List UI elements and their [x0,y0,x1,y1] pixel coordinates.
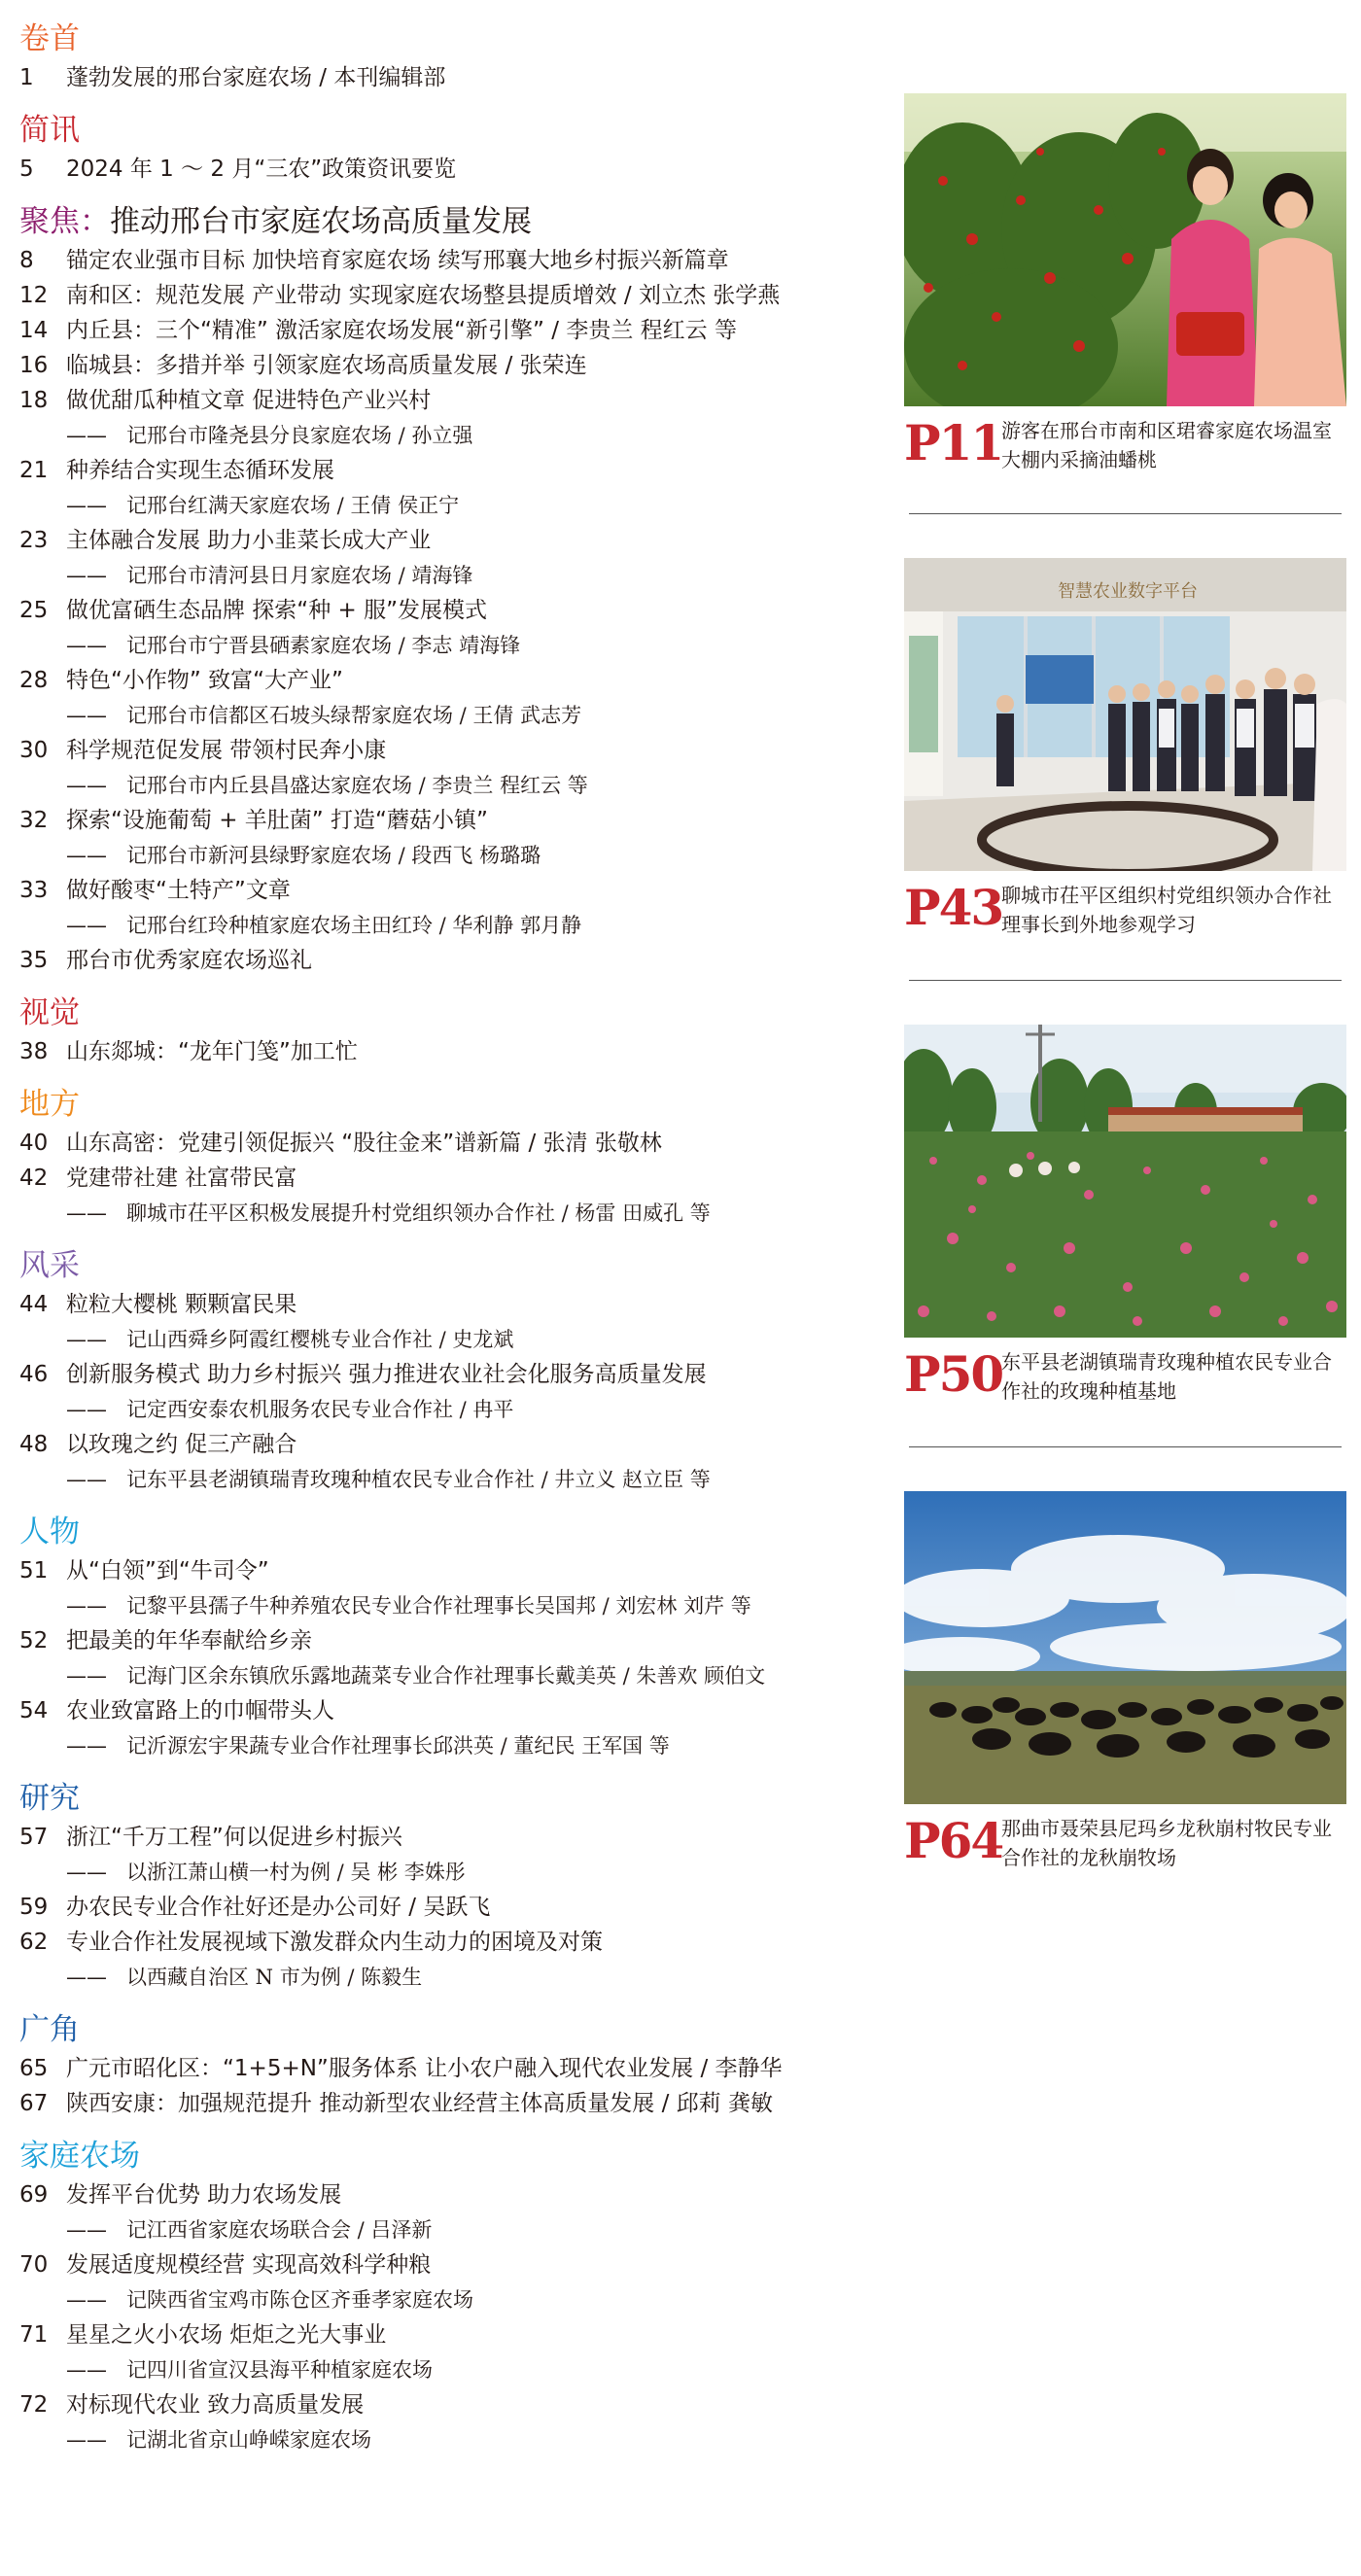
entry-subtitle: 记海门区余东镇欣乐露地蔬菜专业合作社理事长戴美英 / 朱善欢 顾伯文 [126,1664,766,1688]
entry-title: 办农民专业合作社好还是办公司好 / 吴跃飞 [66,1895,491,1920]
entry-page-number: 28 [19,668,49,693]
entry-page-number: 1 [19,65,34,90]
section-title: 研究 [19,1781,80,1816]
entry-subtitle: 记邢台市清河县日月家庭农场 / 靖海锋 [126,564,473,587]
toc-entry[interactable] [19,2051,894,2086]
entry-title: 蓬勃发展的邢台家庭农场 / 本刊编辑部 [66,65,446,90]
picture-block-p64 [904,1491,1346,1872]
entry-subtitle: 记邢台市信都区石坡头绿帮家庭农场 / 王倩 武志芳 [126,704,582,727]
entry-page-number: 54 [19,1698,49,1723]
entry-subtitle: 记东平县老湖镇瑞青玫瑰种植农民专业合作社 / 井立义 赵立臣 等 [126,1468,711,1491]
entry-subline [19,488,894,523]
section-heading [19,2135,894,2177]
section-title: 视觉 [19,995,80,1030]
toc-entry[interactable] [19,453,894,488]
entry-subtitle: 记邢台市内丘县昌盛达家庭农场 / 李贵兰 程红云 等 [126,774,588,797]
divider [909,513,1342,514]
entry-title: 探索“设施葡萄 + 羊肚菌” 打造“蘑菇小镇” [66,808,488,833]
entry-subtitle: 记邢台市宁晋县硒素家庭农场 / 李志 靖海锋 [126,634,521,657]
entry-title: 临城县：多措并举 引领家庭农场高质量发展 / 张荣连 [66,353,587,378]
toc-entry[interactable] [19,348,894,383]
toc-entry[interactable] [19,1925,894,1960]
entry-subline [19,2352,894,2387]
entry-page-number: 16 [19,353,49,378]
entry-title: 种养结合实现生态循环发展 [66,458,334,483]
entry-title: 对标现代农业 致力高质量发展 [66,2392,365,2418]
entry-title: 农业致富路上的巾帼带头人 [66,1698,334,1723]
entry-subtitle: 记邢台红玲种植家庭农场主田红玲 / 华利静 郭月静 [126,914,582,937]
entry-subline [19,768,894,803]
toc-entry[interactable] [19,60,894,95]
section-heading [19,200,894,243]
section-heading [19,1083,894,1126]
entry-title: 广元市昭化区：“1+5+N”服务体系 让小农户融入现代农业发展 / 李静华 [66,2056,783,2081]
entry-subtitle: 以西藏自治区 N 市为例 / 陈毅生 [126,1966,423,1989]
dash-mark: —— [66,1966,107,1989]
section-heading [19,1511,894,1553]
toc-entry[interactable] [19,663,894,698]
entry-page-number: 33 [19,878,49,903]
entry-title: 发展适度规模经营 实现高效科学种粮 [66,2252,432,2278]
photo-digital-agriculture-hall [904,558,1346,871]
entry-page-number: 65 [19,2056,49,2081]
section-heading [19,992,894,1034]
section-heading [19,2008,894,2051]
photo-page-number: P43 [904,879,1003,936]
section-title: 人物 [19,1514,80,1549]
toc-entry[interactable] [19,1890,894,1925]
entry-title: 主体融合发展 助力小韭菜长成大产业 [66,528,432,553]
section-title: 简讯 [19,113,80,148]
toc-entry[interactable] [19,1693,894,1728]
entry-subtitle: 记黎平县孺子牛种养殖农民专业合作社理事长吴国邦 / 刘宏林 刘芹 等 [126,1594,751,1618]
entry-title: 做优甜瓜种植文章 促进特色产业兴村 [66,388,432,413]
entry-page-number: 59 [19,1895,49,1920]
toc-entry[interactable] [19,1820,894,1855]
photo-page-number: P11 [904,414,1003,471]
toc-entry[interactable] [19,1357,894,1392]
entry-page-number: 71 [19,2322,49,2348]
entry-subtitle: 记陕西省宝鸡市陈仓区齐垂孝家庭农场 [126,2288,473,2312]
entry-title: 南和区：规范发展 产业带动 实现家庭农场整县提质增效 / 刘立杰 张学燕 [66,283,781,308]
table-of-contents [19,17,894,2457]
dash-mark: —— [66,914,107,937]
entry-title: 浙江“千万工程”何以促进乡村振兴 [66,1825,402,1850]
entry-page-number: 40 [19,1131,49,1156]
picture-block-p43 [904,558,1346,939]
divider [909,1446,1342,1447]
dash-mark: —— [66,1861,107,1884]
entry-title: 专业合作社发展视域下激发群众内生动力的困境及对策 [66,1930,603,1955]
toc-entry[interactable] [19,593,894,628]
entry-page-number: 67 [19,2091,49,2116]
entry-page-number: 25 [19,598,49,623]
toc-entry[interactable] [19,1623,894,1658]
toc-entry[interactable] [19,733,894,768]
dash-mark: —— [66,2428,107,2452]
greenhouse-image [904,93,1346,406]
entry-page-number: 12 [19,283,49,308]
entry-subline [19,2422,894,2457]
toc-entry[interactable] [19,523,894,558]
section-title: 聚焦： [19,204,110,239]
dash-mark: —— [66,774,107,797]
dash-mark: —— [66,844,107,867]
entry-title: 科学规范促发展 带领村民奔小康 [66,738,387,763]
entry-page-number: 14 [19,318,49,343]
dash-mark: —— [66,704,107,727]
entry-page-number: 62 [19,1930,49,1955]
dash-mark: —— [66,1734,107,1758]
entry-title: 特色“小作物” 致富“大产业” [66,668,343,693]
entry-title: 把最美的年华奉献给乡亲 [66,1628,312,1654]
toc-entry[interactable] [19,2086,894,2121]
section-title: 卷首 [19,21,80,56]
entry-subtitle: 记定西安泰农机服务农民专业合作社 / 冉平 [126,1398,514,1421]
entry-title: 党建带社建 社富带民富 [66,1166,297,1191]
toc-entry[interactable] [19,278,894,313]
dash-mark: —— [66,634,107,657]
entry-page-number: 30 [19,738,49,763]
entry-title: 发挥平台优势 助力农场发展 [66,2182,342,2208]
section-heading [19,1777,894,1820]
toc-entry[interactable] [19,2177,894,2212]
dash-mark: —— [66,1398,107,1421]
dash-mark: —— [66,1468,107,1491]
entry-subline [19,1392,894,1427]
entry-page-number: 52 [19,1628,49,1654]
entry-page-number: 5 [19,157,34,182]
entry-title: 做优富硒生态品牌 探索“种 + 服”发展模式 [66,598,488,623]
entry-title: 邢台市优秀家庭农场巡礼 [66,948,312,973]
section-heading [19,1244,894,1287]
entry-subtitle: 记沂源宏宇果蔬专业合作社理事长邱洪英 / 董纪民 王军国 等 [126,1734,670,1758]
dash-mark: —— [66,2218,107,2242]
entry-title: 山东高密：党建引领促振兴 “股往金来”谱新篇 / 张清 张敬林 [66,1131,662,1156]
toc-entry[interactable] [19,943,894,978]
toc-entry[interactable] [19,243,894,278]
section-title: 家庭农场 [19,2139,140,2174]
entry-subtitle: 记湖北省京山峥嵘家庭农场 [126,2428,371,2452]
entry-title: 粒粒大樱桃 颗颗富民果 [66,1292,297,1317]
pasture-image [904,1491,1346,1804]
entry-subline [19,1855,894,1890]
entry-subtitle: 聊城市茌平区积极发展提升村党组织领办合作社 / 杨雷 田威孔 等 [126,1201,711,1225]
entry-subtitle: 以浙江萧山横一村为例 / 吴 彬 李姝彤 [126,1861,466,1884]
entry-page-number: 51 [19,1558,49,1584]
photo-greenhouse-picking [904,93,1346,406]
toc-entry[interactable] [19,1161,894,1196]
entry-title: 锚定农业强市目标 加快培育家庭农场 续写邢襄大地乡村振兴新篇章 [66,248,729,273]
entry-title: 陕西安康：加强规范提升 推动新型农业经营主体高质量发展 / 邱莉 龚敏 [66,2091,773,2116]
entry-subline [19,838,894,873]
toc-entry[interactable] [19,383,894,418]
entry-page-number: 8 [19,248,34,273]
entry-page-number: 42 [19,1166,49,1191]
entry-title: 内丘县：三个“精准” 激活家庭农场发展“新引擎” / 李贵兰 程红云 等 [66,318,737,343]
hall-sign: 智慧农业数字平台 [1058,581,1198,602]
photo-yak-pasture [904,1491,1346,1804]
photo-page-number: P50 [904,1345,1003,1403]
entry-subtitle: 记江西省家庭农场联合会 / 吕泽新 [126,2218,433,2242]
photo-caption: 东平县老湖镇瑞青玫瑰种植农民专业合作社的玫瑰种植基地 [1001,1350,1332,1403]
entry-title: 以玫瑰之约 促三产融合 [66,1432,297,1457]
entry-page-number: 32 [19,808,49,833]
toc-entry[interactable] [19,2387,894,2422]
photo-caption: 那曲市聂荣县尼玛乡龙秋崩村牧民专业合作社的龙秋崩牧场 [1001,1817,1332,1869]
picture-block-p50 [904,1025,1346,1406]
entry-subline [19,1588,894,1623]
entry-subline [19,628,894,663]
section-subtitle: 推动邢台市家庭农场高质量发展 [110,204,532,239]
entry-subtitle: 记邢台市隆尧县分良家庭农场 / 孙立强 [126,424,473,447]
toc-entry[interactable] [19,1553,894,1588]
entry-subline [19,558,894,593]
entry-subline [19,1728,894,1763]
toc-entry[interactable] [19,1034,894,1069]
entry-page-number: 35 [19,948,49,973]
entry-subline [19,1960,894,1995]
toc-entry[interactable] [19,152,894,187]
photo-caption: 游客在邢台市南和区珺睿家庭农场温室大棚内采摘油蟠桃 [1001,419,1332,471]
entry-title: 从“白领”到“牛司令” [66,1558,269,1584]
entry-page-number: 69 [19,2182,49,2208]
dash-mark: —— [66,2288,107,2312]
entry-subtitle: 记邢台红满天家庭农场 / 王倩 侯正宁 [126,494,460,517]
toc-entry[interactable] [19,1427,894,1462]
entry-page-number: 23 [19,528,49,553]
section-heading [19,109,894,152]
entry-page-number: 57 [19,1825,49,1850]
entry-subline [19,1658,894,1693]
entry-page-number: 18 [19,388,49,413]
toc-entry[interactable] [19,2247,894,2282]
picture-block-p11 [904,93,1346,474]
entry-subline [19,418,894,453]
hall-image [904,558,1346,871]
entry-subtitle: 记邢台市新河县绿野家庭农场 / 段西飞 杨璐璐 [126,844,541,867]
toc-entry[interactable] [19,1126,894,1161]
entry-page-number: 72 [19,2392,49,2418]
toc-entry[interactable] [19,2317,894,2352]
photo-page-number: P64 [904,1812,1003,1869]
entry-subline [19,1196,894,1231]
entry-page-number: 46 [19,1362,49,1387]
photo-caption: 聊城市茌平区组织村党组织领办合作社理事长到外地参观学习 [1001,884,1332,936]
dash-mark: —— [66,1201,107,1225]
entry-title: 山东郯城：“龙年门笺”加工忙 [66,1039,358,1064]
entry-subline [19,908,894,943]
entry-subline [19,2212,894,2247]
toc-entry[interactable] [19,1287,894,1322]
dash-mark: —— [66,1328,107,1351]
dash-mark: —— [66,1594,107,1618]
entry-page-number: 38 [19,1039,49,1064]
entry-page-number: 44 [19,1292,49,1317]
entry-title: 2024 年 1 ～ 2 月“三农”政策资讯要览 [66,157,457,182]
section-heading [19,17,894,60]
entry-page-number: 70 [19,2252,49,2278]
entry-title: 做好酸枣“土特产”文章 [66,878,291,903]
dash-mark: —— [66,1664,107,1688]
entry-subline [19,1462,894,1497]
divider [909,980,1342,981]
photo-rose-field [904,1025,1346,1338]
toc-entry[interactable] [19,313,894,348]
toc-entry[interactable] [19,873,894,908]
entry-title: 创新服务模式 助力乡村振兴 强力推进农业社会化服务高质量发展 [66,1362,707,1387]
entry-subline [19,1322,894,1357]
entry-subline [19,2282,894,2317]
dash-mark: —— [66,564,107,587]
entry-subline [19,698,894,733]
section-title: 广角 [19,2012,80,2047]
section-title: 地方 [19,1087,80,1122]
dash-mark: —— [66,2358,107,2382]
rose-field-image [904,1025,1346,1338]
entry-title: 星星之火小农场 炬炬之光大事业 [66,2322,387,2348]
entry-page-number: 48 [19,1432,49,1457]
entry-page-number: 21 [19,458,49,483]
toc-entry[interactable] [19,803,894,838]
entry-subtitle: 记四川省宣汉县海平种植家庭农场 [126,2358,433,2382]
section-title: 风采 [19,1248,80,1283]
dash-mark: —— [66,424,107,447]
entry-subtitle: 记山西舜乡阿霞红樱桃专业合作社 / 史龙斌 [126,1328,514,1351]
dash-mark: —— [66,494,107,517]
